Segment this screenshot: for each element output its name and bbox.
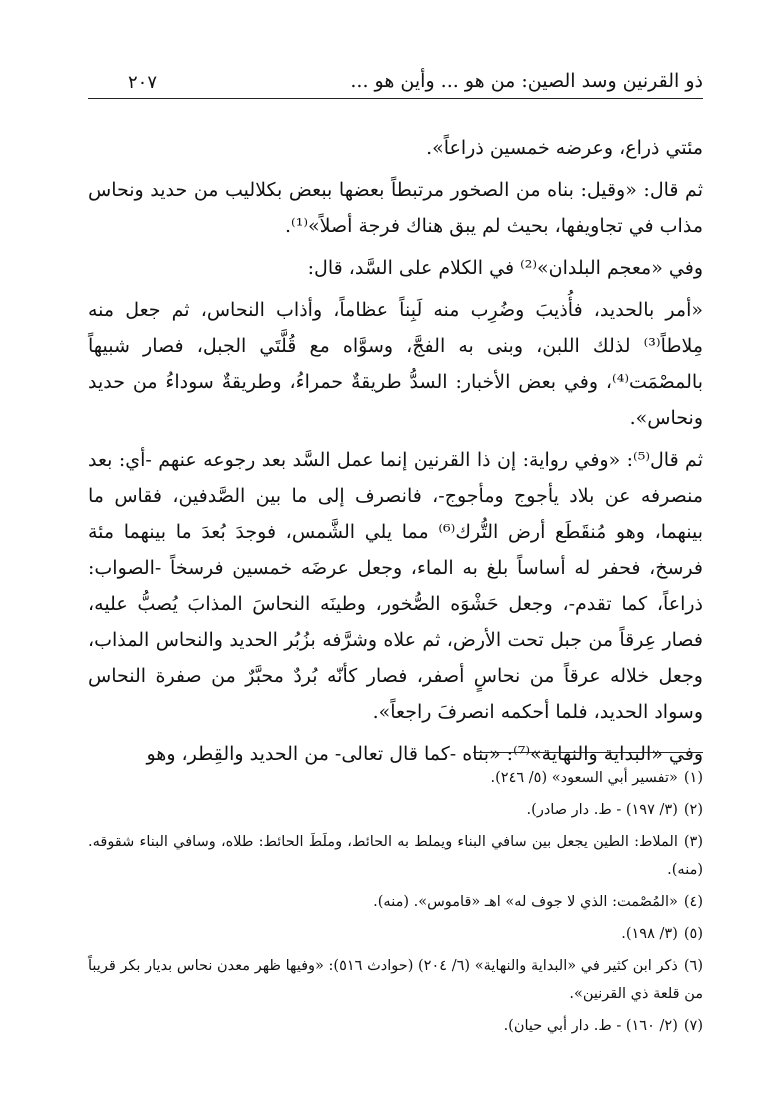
paragraph-4: «أمر بالحديد، فأُذيبَ وضُرِب منه لَبِناً عظاماً، وأذاب النحاس، ثم جعل منه مِلاطاً⁽³⁾ لذلك اللبن، وبنى به الفجَّ، وسوَّاه مع قُلَّتَي الجبل، فصار شبيهاً بالمصْمَت⁽⁴⁾، وفي بعض الأخبار: السدُّ طريقةٌ حمراءُ، وطريقةٌ سوداءُ من حديد ونحاس». (88, 299, 703, 429)
footnote-3 (88, 828, 703, 884)
footnote-number: (٤) (683, 894, 703, 910)
footnote-1 (88, 764, 703, 792)
footnote-4 (88, 888, 703, 916)
footnote-text: (٢/ ١٦٠) - ط. دار أبي حيان). (503, 1018, 678, 1034)
paragraph-3: وفي «معجم البلدان»⁽²⁾ في الكلام على السَّد، قال: (307, 257, 703, 279)
header-rule (88, 98, 703, 99)
footnote-text: ذكر ابن كثير في «البداية والنهاية» (٦/ ٢٠٤) (حوادث ٥١٦): «وفيها ظهر معدن نحاس بديار بكر قريباً من قلعة ذي القرنين». (88, 958, 703, 1002)
running-header (88, 70, 703, 100)
paragraph-5: ثم قال⁽⁵⁾: «وفي رواية: إن ذا القرنين إنما عمل السَّد بعد رجوعه عنهم -أي: بعد منصرفه عن بلاد يأجوج ومأجوج-، فانصرف إلى ما بين الصَّدفين، فقاس ما بينهما، وهو مُنقَطَع أرض التُّرك⁽⁶⁾ مما يلي الشَّمس، فوجدَ بُعدَ ما بينهما مئة فرسخ، فحفر له أساساً بلغ به الماء، وجعل عرضَه خمسين فرسخاً -الصواب: ذراعاً، كما تقدم-، وجعل حَشْوَه الصُّخور، وطينَه النحاسَ المذابَ يُصبُّ عليه، فصار عِرقاً من جبل تحت الأرض، ثم علاه وشرَّفه بزُبُر الحديد والنحاس المذاب، وجعل خلاله عرقاً من نحاسٍ أصفر، فصار كأنّه بُردٌ محبَّرٌ من صفرة النحاس وسواد الحديد، فلما أحكمه انصرفَ راجعاً». (88, 449, 704, 723)
footnote-text: الملاط: الطين يجعل بين سافي البناء ويملط به الحائط، وملَطَ الحائط: طلاه، وسافي البناء شقوقه. (منه). (88, 834, 703, 878)
paragraph-6: وفي «البداية والنهاية»⁽⁷⁾: «بناه -كما قال تعالى- من الحديد والقِطر، وهو (146, 743, 703, 765)
header-title: ذو القرنين وسد الصين: من هو ... وأين هو ... (350, 70, 703, 92)
footnotes (88, 764, 703, 1044)
footnote-2 (88, 796, 703, 824)
footnote-number: (٥) (683, 926, 703, 942)
footnote-number: (٢) (683, 802, 703, 818)
paragraph-1: مئتي ذراع، وعرضه خمسين ذراعاً». (426, 137, 703, 159)
footnote-separator (473, 752, 703, 753)
footnote-5 (88, 920, 703, 948)
paragraph-2: ثم قال: «وقيل: بناه من الصخور مرتبطاً بعضها ببعض بكلاليب من حديد ونحاس مذاب في تجاويفها، بحيث لم يبق هناك فرجة أصلاً»⁽¹⁾. (88, 179, 703, 237)
footnote-number: (١) (683, 770, 703, 786)
footnote-number: (٧) (683, 1018, 703, 1034)
page-number: ٢٠٧ (128, 72, 158, 93)
footnote-text: (٣/ ١٩٧) - ط. دار صادر). (526, 802, 678, 818)
footnote-text: «تفسير أبي السعود» (٥/ ٢٤٦). (490, 770, 678, 786)
footnote-text: (٣/ ١٩٨). (621, 926, 678, 942)
footnote-text: «المُصْمت: الذي لا جوف له» اهـ «قاموس». (منه). (373, 894, 678, 910)
footnote-number: (٣) (683, 834, 703, 850)
footnote-number: (٦) (683, 958, 703, 974)
main-text (88, 130, 703, 778)
footnote-6 (88, 952, 703, 1008)
footnote-7 (88, 1012, 703, 1040)
